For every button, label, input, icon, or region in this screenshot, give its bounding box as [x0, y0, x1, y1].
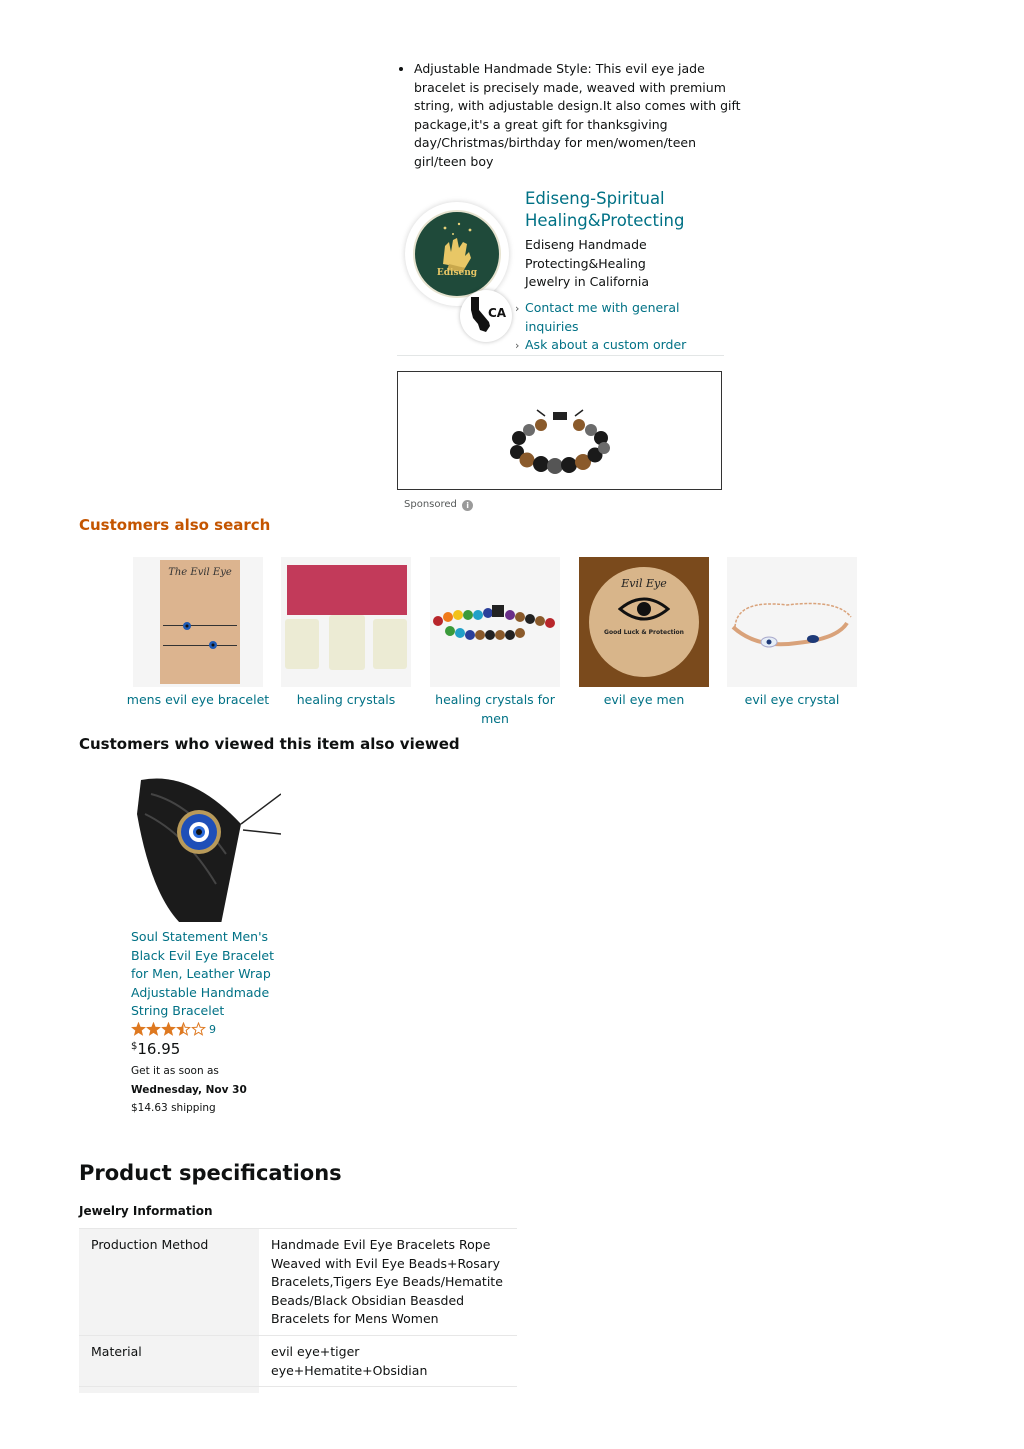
chevron-right-icon: ›: [515, 339, 520, 352]
spec-key: [79, 1387, 259, 1394]
chakra-bracelet-image[interactable]: [430, 557, 560, 687]
star-mark: [177, 1023, 189, 1035]
price: [131, 1040, 281, 1058]
spec-value: [259, 1387, 517, 1394]
custom-order-link-label[interactable]: Ask about a custom order: [525, 337, 687, 352]
search-suggestion-card[interactable]: [272, 557, 420, 710]
feature-bullet-list: [398, 60, 744, 172]
search-suggestion-card[interactable]: [421, 557, 569, 728]
review-count-link[interactable]: 9: [209, 1022, 216, 1036]
customers-also-search-heading: Customers also search: [79, 516, 271, 534]
price-value: 16.95: [137, 1039, 181, 1058]
delivery-date: Wednesday, Nov 30: [131, 1083, 247, 1096]
brand-store-link[interactable]: Ediseng-Spiritual Healing&Protecting: [525, 189, 685, 230]
brand-description: Ediseng Handmade Protecting&Healing Jewelry in California: [525, 237, 649, 290]
search-suggestion-label[interactable]: evil eye men: [603, 692, 685, 707]
sponsored-label: [404, 499, 473, 511]
star-mark: [132, 1023, 144, 1035]
specifications-table: [79, 1228, 517, 1393]
search-suggestion-card[interactable]: [718, 557, 866, 710]
star-mark: [147, 1023, 159, 1035]
brand-logo[interactable]: [405, 202, 509, 320]
table-row: [79, 1387, 517, 1394]
star-mark: [162, 1023, 174, 1035]
evil-eye-card-title: The Evil Eye: [168, 567, 232, 578]
info-icon[interactable]: i: [462, 500, 473, 511]
viewed-product-card: [131, 774, 281, 1118]
price-currency: $: [131, 1040, 138, 1052]
search-suggestion-card[interactable]: [124, 557, 272, 710]
evil-eye-bead-icon: [181, 620, 221, 650]
search-suggestion-label[interactable]: mens evil eye bracelet: [126, 692, 270, 707]
brand-card: [397, 188, 724, 356]
jewelry-information-subheading: Jewelry Information: [79, 1204, 213, 1218]
hands-logo-icon: [415, 212, 499, 296]
spec-key: Production Method: [79, 1229, 259, 1336]
star-mark: [192, 1023, 204, 1035]
search-suggestion-card[interactable]: [570, 557, 718, 710]
delivery-prefix: Get it as soon as: [131, 1064, 219, 1077]
spec-key: Material: [79, 1335, 259, 1386]
customers-viewed-heading: Customers who viewed this item also viewed: [79, 735, 460, 753]
tiger-eye-bracelet-image[interactable]: [579, 557, 709, 687]
table-row: [79, 1335, 517, 1386]
chevron-right-icon: ›: [515, 302, 520, 315]
search-suggestion-label[interactable]: healing crystals for men: [435, 692, 555, 726]
search-suggestion-label[interactable]: healing crystals: [296, 692, 396, 707]
contact-link-label[interactable]: Contact me with general inquiries: [525, 300, 680, 334]
leather-bracelet-image[interactable]: [131, 774, 281, 922]
badge-label: CA: [488, 306, 507, 320]
star-rating-icon: [131, 1022, 207, 1037]
gold-bangle-image[interactable]: [727, 557, 857, 687]
tiger-eye-card-title: Evil Eye: [621, 577, 667, 590]
star-rating[interactable]: [131, 1022, 281, 1038]
viewed-product-title-link[interactable]: Soul Statement Men's Black Evil Eye Bracelet for Men, Leather Wrap Adjustable Handmade String Bracelet: [131, 929, 274, 1019]
spec-value: evil eye+tiger eye+Hematite+Obsidian: [259, 1335, 517, 1386]
contact-link[interactable]: [515, 299, 715, 336]
spec-value: Handmade Evil Eye Bracelets Rope Weaved with Evil Eye Beads+Rosary Bracelets,Tigers Eye Beads/Hematite Beads/Black Obsidian Beasded Bracelets for Mens Women: [259, 1229, 517, 1336]
eye-icon: [618, 595, 670, 623]
custom-order-link[interactable]: [515, 336, 715, 356]
tiger-eye-card-caption: Good Luck & Protection: [604, 629, 684, 636]
shipping-cost: $14.63 shipping: [131, 1102, 216, 1115]
beaded-bracelet-image: [505, 408, 615, 474]
evil-eye-card-image[interactable]: [133, 557, 263, 687]
brand-logo-text: Ediseng: [436, 268, 478, 278]
delivery-estimate: [131, 1062, 281, 1099]
california-badge: [460, 290, 512, 342]
search-suggestion-label[interactable]: evil eye crystal: [744, 692, 840, 707]
sponsored-text: Sponsored: [404, 499, 457, 510]
sponsored-ad[interactable]: [397, 371, 722, 490]
feature-bullet: • Adjustable Handmade Style: This evil eye jade bracelet is precisely made, weaved with premium string, with adjustable design.It also comes with gift package,it's a great gift for thanksgiving day/Christmas/birthday for men/women/teen girl/teen boy: [414, 60, 744, 172]
table-row: [79, 1229, 517, 1336]
product-specifications-heading: Product specifications: [79, 1161, 342, 1185]
candles-image[interactable]: [281, 557, 411, 687]
